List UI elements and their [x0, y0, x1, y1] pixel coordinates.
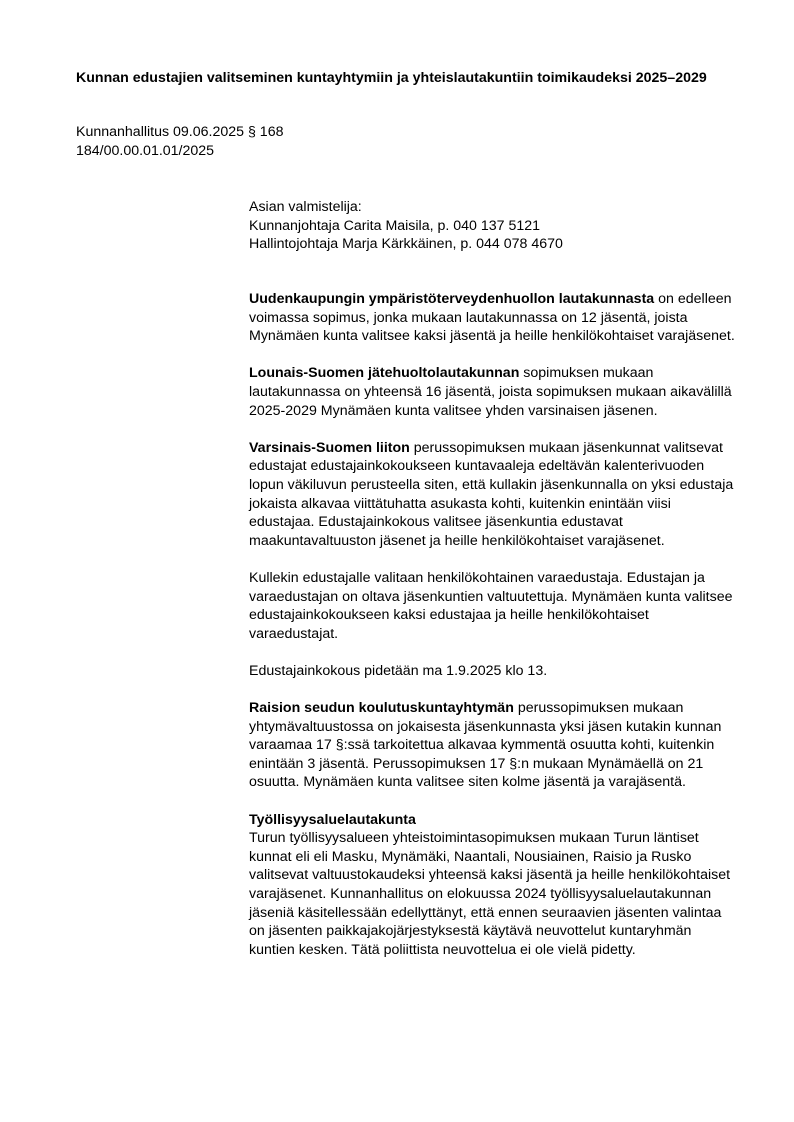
paragraph-varsinais-suomen-liitto [249, 439, 737, 551]
paragraph-edustajainkokous [249, 662, 737, 681]
paragraph-text: Edustajainkokous pidetään ma 1.9.2025 klo 13. [249, 662, 548, 679]
paragraph-heading: Lounais-Suomen jätehuoltolautakunnan [249, 365, 520, 382]
paragraph-heading: Uudenkaupungin ympäristöterveydenhuollon lautakunnasta [249, 291, 655, 307]
paragraph-heading: Raision seudun koulutuskuntayhtymän [249, 700, 514, 717]
meeting-line: Kunnanhallitus 09.06.2025 § 168 [76, 124, 284, 140]
paragraph-heading: Työllisyysaluelautakunta [249, 811, 416, 828]
paragraph-ymparistoterveydenhuolto [249, 290, 737, 346]
preparer-person-2: Hallintojohtaja Marja Kärkkäinen, p. 044 078 4670 [249, 236, 563, 253]
paragraph-text: Kullekin edustajalle valitaan henkilökohtainen varaedustaja. Edustajan ja varaedustajan on oltava jäsenkuntien valtuutettuja. Mynämäen kunta valitsee edustajainkokoukseen kaksi edustajaa ja heille henkilökohtaiset varaedustajat. [249, 569, 733, 642]
document-title: Kunnan edustajien valitseminen kuntayhtymiin ja yhteislautakuntiin toimikaudeksi 2025–2029 [76, 70, 707, 86]
paragraph-tyollisyysaluelautakunta [249, 811, 737, 960]
document-body [249, 290, 737, 959]
paragraph-text: Turun työllisyysalueen yhteistoimintasopimuksen mukaan Turun läntiset kunnat eli eli Masku, Mynämäki, Naantali, Nousiainen, Raisio ja Rusko valitsevat valtuustokaudeksi yhteensä kaksi jäsentä ja heille henkilökohtaiset varajäsenet. Kunnanhallitus on elokuussa 2024 työllisyysaluelautakunnan jäseniä käsitellessään edellyttänyt, että ennen seuraavien jäsenten valintaa on jäsenten paikkajakojärjestyksestä käytävä neuvottelut kuntaryhmän kuntien kesken. Tätä poliittista neuvottelua ei ole vielä pidetty. [249, 830, 731, 958]
paragraph-heading: Varsinais-Suomen liiton [249, 439, 410, 456]
paragraph-text: perussopimuksen mukaan yhtymävaltuustossa on jokaisesta jäsenkunnasta yksi jäsen kutakin kunnan varaamaa 17 §:ssä tarkoitettua alkavaa kymmentä osuutta kohti, kuitenkin enintään 3 jäsentä. Perussopimuksen 17 §:n mukaan Mynämäellä on 21 osuutta. Mynämäen kunta valitsee siten kolme jäsentä ja varajäsentä. [249, 700, 722, 791]
paragraph-text: on edelleen voimassa sopimus, jonka mukaan lautakunnassa on 12 jäsentä, joista Mynämäen kunta valitsee kaksi jäsentä ja heille henkilökohtaiset varajäsenet. [249, 291, 735, 345]
paragraph-jatehuolto [249, 364, 737, 420]
paragraph-text: perussopimuksen mukaan jäsenkunnat valitsevat edustajat edustajainkokoukseen kuntavaaleja edeltävän kalenterivuoden lopun väkiluvun perusteella siten, että kullakin jäsenkunnalla on yksi edustaja jokaista alkavaa viittätuhatta asukasta kohti, kuitenkin enintään viisi edustajaa. Edustajainkokous valitsee jäsenkuntia edustavat maakuntavaltuuston jäsenet ja heille henkilökohtaiset varajäsenet. [249, 439, 734, 549]
preparer-block [249, 198, 737, 254]
record-number: 184/00.00.01.01/2025 [76, 142, 215, 159]
paragraph-text: sopimuksen mukaan lautakunnassa on yhteensä 16 jäsentä, joista sopimuksen mukaan aikavälillä 2025-2029 Mynämäen kunta valitsee yhden varsinaisen jäsenen. [249, 365, 732, 419]
preparer-heading: Asian valmistelija: [249, 199, 362, 215]
paragraph-koulutuskuntayhtyma [249, 699, 737, 792]
preparer-person-1: Kunnanjohtaja Carita Maisila, p. 040 137 5121 [249, 217, 541, 234]
meeting-reference [76, 123, 736, 160]
paragraph-varaedustaja [249, 569, 737, 643]
